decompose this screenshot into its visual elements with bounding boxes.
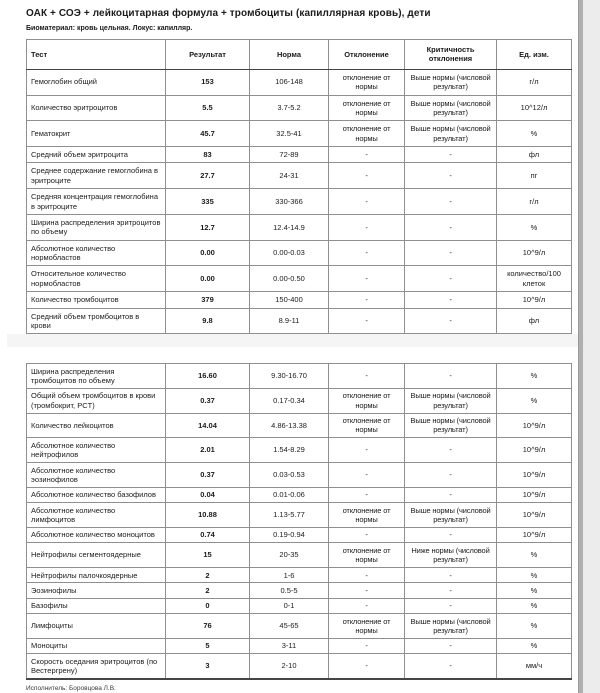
- cell-criticality: -: [405, 638, 497, 653]
- cell-deviation: отклонение от нормы: [329, 543, 405, 568]
- table-row: [27, 163, 572, 189]
- cell-result: 2: [166, 583, 250, 598]
- cell-deviation: -: [329, 214, 405, 240]
- cell-norm: 0.01-0.06: [250, 487, 329, 502]
- biomaterial-note: Биоматериал: кровь цельная. Локус: капилляр.: [26, 25, 193, 32]
- table-row: [27, 266, 572, 292]
- cell-test: Абсолютное количество моноцитов: [27, 527, 166, 542]
- cell-norm: 4.86-13.38: [250, 413, 329, 438]
- page-separator: [0, 334, 578, 347]
- cell-unit: %: [497, 364, 572, 389]
- table-row: [27, 214, 572, 240]
- cell-test: Средний объем тромбоцитов в крови: [27, 308, 166, 334]
- table-row: [27, 147, 572, 163]
- table-row: [27, 503, 572, 528]
- cell-test: Нейтрофилы сегментоядерные: [27, 543, 166, 568]
- cell-result: 5: [166, 638, 250, 653]
- cell-criticality: -: [405, 568, 497, 583]
- cell-result: 335: [166, 189, 250, 215]
- cell-norm: 32.5-41: [250, 121, 329, 147]
- cell-result: 0: [166, 598, 250, 613]
- cell-unit: количество/100 клеток: [497, 266, 572, 292]
- cell-result: 15: [166, 543, 250, 568]
- column-header-unit: Ед. изм.: [497, 40, 572, 70]
- cell-norm: 150-400: [250, 292, 329, 308]
- cell-unit: %: [497, 583, 572, 598]
- cell-unit: 10^9/л: [497, 503, 572, 528]
- cell-unit: фл: [497, 308, 572, 334]
- cell-norm: 9.30-16.70: [250, 364, 329, 389]
- column-header-norm: Норма: [250, 40, 329, 70]
- cell-norm: 1-6: [250, 568, 329, 583]
- cell-test: Относительное количество нормобластов: [27, 266, 166, 292]
- cell-deviation: -: [329, 438, 405, 463]
- cell-test: Абсолютное количество лимфоцитов: [27, 503, 166, 528]
- cell-criticality: Выше нормы (числовой результат): [405, 95, 497, 121]
- cell-test: Средняя концентрация гемоглобина в эритроците: [27, 189, 166, 215]
- cell-unit: 10^9/л: [497, 240, 572, 266]
- cell-criticality: -: [405, 163, 497, 189]
- cell-unit: 10^9/л: [497, 292, 572, 308]
- cell-criticality: -: [405, 364, 497, 389]
- cell-unit: %: [497, 638, 572, 653]
- cell-norm: 12.4-14.9: [250, 214, 329, 240]
- cell-unit: г/л: [497, 69, 572, 95]
- cell-criticality: Выше нормы (числовой результат): [405, 503, 497, 528]
- cell-test: Средний объем эритроцита: [27, 147, 166, 163]
- cell-result: 9.8: [166, 308, 250, 334]
- cell-deviation: -: [329, 583, 405, 598]
- table-row: [27, 638, 572, 653]
- cell-norm: 45-65: [250, 614, 329, 639]
- cell-unit: 10^9/л: [497, 438, 572, 463]
- cell-test: Ширина распределения тромбоцитов по объему: [27, 364, 166, 389]
- table-header-row: [27, 40, 572, 70]
- cell-test: Абсолютное количество нейтрофилов: [27, 438, 166, 463]
- cell-test: Количество тромбоцитов: [27, 292, 166, 308]
- cell-result: 0.74: [166, 527, 250, 542]
- cell-result: 5.5: [166, 95, 250, 121]
- cell-test: Лимфоциты: [27, 614, 166, 639]
- cell-result: 0.37: [166, 388, 250, 413]
- cell-deviation: -: [329, 364, 405, 389]
- cell-test: Абсолютное количество базофилов: [27, 487, 166, 502]
- table-row: [27, 487, 572, 502]
- cell-criticality: Выше нормы (числовой результат): [405, 388, 497, 413]
- cell-criticality: -: [405, 308, 497, 334]
- table-row: [27, 463, 572, 488]
- cell-norm: 0.00-0.03: [250, 240, 329, 266]
- cell-criticality: -: [405, 583, 497, 598]
- cell-criticality: -: [405, 292, 497, 308]
- cell-criticality: -: [405, 527, 497, 542]
- cell-criticality: Выше нормы (числовой результат): [405, 121, 497, 147]
- cell-deviation: отклонение от нормы: [329, 69, 405, 95]
- cell-unit: %: [497, 598, 572, 613]
- table-row: [27, 388, 572, 413]
- cell-unit: 10^9/л: [497, 413, 572, 438]
- table-row: [27, 568, 572, 583]
- cell-deviation: -: [329, 463, 405, 488]
- table-row: [27, 654, 572, 679]
- cell-test: Ширина распределения эритроцитов по объему: [27, 214, 166, 240]
- cell-criticality: -: [405, 266, 497, 292]
- table-row: [27, 189, 572, 215]
- cell-test: Скорость оседания эритроцитов (по Вестергрену): [27, 654, 166, 679]
- cell-deviation: -: [329, 598, 405, 613]
- cell-criticality: -: [405, 438, 497, 463]
- cell-result: 153: [166, 69, 250, 95]
- table-row: [27, 292, 572, 308]
- cell-result: 0.04: [166, 487, 250, 502]
- report-page-1: [0, 0, 578, 334]
- scrollbar-track[interactable]: [583, 0, 600, 693]
- cell-criticality: -: [405, 240, 497, 266]
- cell-unit: 10^12/л: [497, 95, 572, 121]
- cell-criticality: -: [405, 654, 497, 679]
- cell-deviation: -: [329, 568, 405, 583]
- cell-norm: 0-1: [250, 598, 329, 613]
- cell-unit: %: [497, 568, 572, 583]
- cell-deviation: отклонение от нормы: [329, 388, 405, 413]
- cell-test: Нейтрофилы палочкоядерные: [27, 568, 166, 583]
- cell-norm: 330-366: [250, 189, 329, 215]
- cell-result: 83: [166, 147, 250, 163]
- report-title: ОАК + СОЭ + лейкоцитарная формула + тромбоциты (капиллярная кровь), дети: [26, 8, 431, 19]
- cell-result: 2.01: [166, 438, 250, 463]
- cell-deviation: -: [329, 240, 405, 266]
- table-row: [27, 413, 572, 438]
- cell-unit: 10^9/л: [497, 487, 572, 502]
- cell-result: 27.7: [166, 163, 250, 189]
- cell-norm: 0.19-0.94: [250, 527, 329, 542]
- cell-criticality: Выше нормы (числовой результат): [405, 413, 497, 438]
- table-row: [27, 240, 572, 266]
- cell-unit: пг: [497, 163, 572, 189]
- cell-deviation: отклонение от нормы: [329, 413, 405, 438]
- column-header-deviation: Отклонение: [329, 40, 405, 70]
- cell-test: Абсолютное количество эозинофилов: [27, 463, 166, 488]
- table-row: [27, 95, 572, 121]
- cell-result: 3: [166, 654, 250, 679]
- cell-unit: %: [497, 543, 572, 568]
- cell-criticality: Ниже нормы (числовой результат): [405, 543, 497, 568]
- cell-result: 10.88: [166, 503, 250, 528]
- cell-norm: 20-35: [250, 543, 329, 568]
- cell-result: 0.00: [166, 266, 250, 292]
- table-row: [27, 121, 572, 147]
- column-header-criticality: Критичность отклонения: [405, 40, 497, 70]
- cell-deviation: отклонение от нормы: [329, 121, 405, 147]
- report-page-2: [0, 347, 578, 693]
- cell-deviation: -: [329, 487, 405, 502]
- cell-deviation: -: [329, 654, 405, 679]
- cell-unit: %: [497, 614, 572, 639]
- table-row: [27, 583, 572, 598]
- cell-result: 0.00: [166, 240, 250, 266]
- cell-result: 2: [166, 568, 250, 583]
- cell-criticality: -: [405, 463, 497, 488]
- cell-deviation: -: [329, 163, 405, 189]
- column-header-result: Результат: [166, 40, 250, 70]
- cell-norm: 0.03-0.53: [250, 463, 329, 488]
- cell-deviation: -: [329, 527, 405, 542]
- cell-result: 12.7: [166, 214, 250, 240]
- cell-test: Количество лейкоцитов: [27, 413, 166, 438]
- cell-result: 76: [166, 614, 250, 639]
- cell-norm: 0.17-0.34: [250, 388, 329, 413]
- table-row: [27, 438, 572, 463]
- cell-criticality: Выше нормы (числовой результат): [405, 614, 497, 639]
- results-table-page-1: [26, 39, 572, 334]
- results-table-page-2: [26, 363, 572, 680]
- cell-norm: 1.54-8.29: [250, 438, 329, 463]
- cell-test: Абсолютное количество нормобластов: [27, 240, 166, 266]
- cell-result: 16.60: [166, 364, 250, 389]
- cell-deviation: -: [329, 189, 405, 215]
- cell-unit: 10^9/л: [497, 463, 572, 488]
- cell-unit: фл: [497, 147, 572, 163]
- cell-norm: 1.13-5.77: [250, 503, 329, 528]
- cell-criticality: -: [405, 147, 497, 163]
- table-row: [27, 364, 572, 389]
- cell-criticality: -: [405, 487, 497, 502]
- cell-unit: %: [497, 214, 572, 240]
- executor-note: Исполнитель: Боровцова Л.В.: [26, 685, 116, 692]
- cell-result: 0.37: [166, 463, 250, 488]
- cell-criticality: -: [405, 598, 497, 613]
- cell-deviation: -: [329, 638, 405, 653]
- cell-norm: 8.9-11: [250, 308, 329, 334]
- table-row: [27, 614, 572, 639]
- cell-test: Количество эритроцитов: [27, 95, 166, 121]
- cell-norm: 3.7-5.2: [250, 95, 329, 121]
- cell-criticality: -: [405, 214, 497, 240]
- cell-result: 45.7: [166, 121, 250, 147]
- cell-result: 14.04: [166, 413, 250, 438]
- cell-unit: %: [497, 121, 572, 147]
- cell-test: Среднее содержание гемоглобина в эритроците: [27, 163, 166, 189]
- cell-test: Моноциты: [27, 638, 166, 653]
- cell-deviation: отклонение от нормы: [329, 503, 405, 528]
- cell-deviation: -: [329, 266, 405, 292]
- cell-criticality: Выше нормы (числовой результат): [405, 69, 497, 95]
- cell-norm: 106-148: [250, 69, 329, 95]
- cell-criticality: -: [405, 189, 497, 215]
- cell-norm: 72-89: [250, 147, 329, 163]
- table-row: [27, 543, 572, 568]
- cell-unit: %: [497, 388, 572, 413]
- cell-deviation: -: [329, 147, 405, 163]
- table-row: [27, 308, 572, 334]
- cell-norm: 0.5-5: [250, 583, 329, 598]
- cell-unit: мм/ч: [497, 654, 572, 679]
- table-row: [27, 527, 572, 542]
- cell-test: Гемоглобин общий: [27, 69, 166, 95]
- cell-deviation: отклонение от нормы: [329, 614, 405, 639]
- cell-norm: 2-10: [250, 654, 329, 679]
- cell-test: Гематокрит: [27, 121, 166, 147]
- cell-norm: 24-31: [250, 163, 329, 189]
- cell-deviation: -: [329, 308, 405, 334]
- cell-test: Эозинофилы: [27, 583, 166, 598]
- cell-deviation: отклонение от нормы: [329, 95, 405, 121]
- table-row: [27, 69, 572, 95]
- cell-norm: 0.00-0.50: [250, 266, 329, 292]
- column-header-test: Тест: [27, 40, 166, 70]
- cell-test: Базофилы: [27, 598, 166, 613]
- cell-norm: 3-11: [250, 638, 329, 653]
- cell-unit: 10^9/л: [497, 527, 572, 542]
- cell-result: 379: [166, 292, 250, 308]
- cell-deviation: -: [329, 292, 405, 308]
- table-row: [27, 598, 572, 613]
- cell-test: Общий объем тромбоцитов в крови (тромбокрит, PCT): [27, 388, 166, 413]
- cell-unit: г/л: [497, 189, 572, 215]
